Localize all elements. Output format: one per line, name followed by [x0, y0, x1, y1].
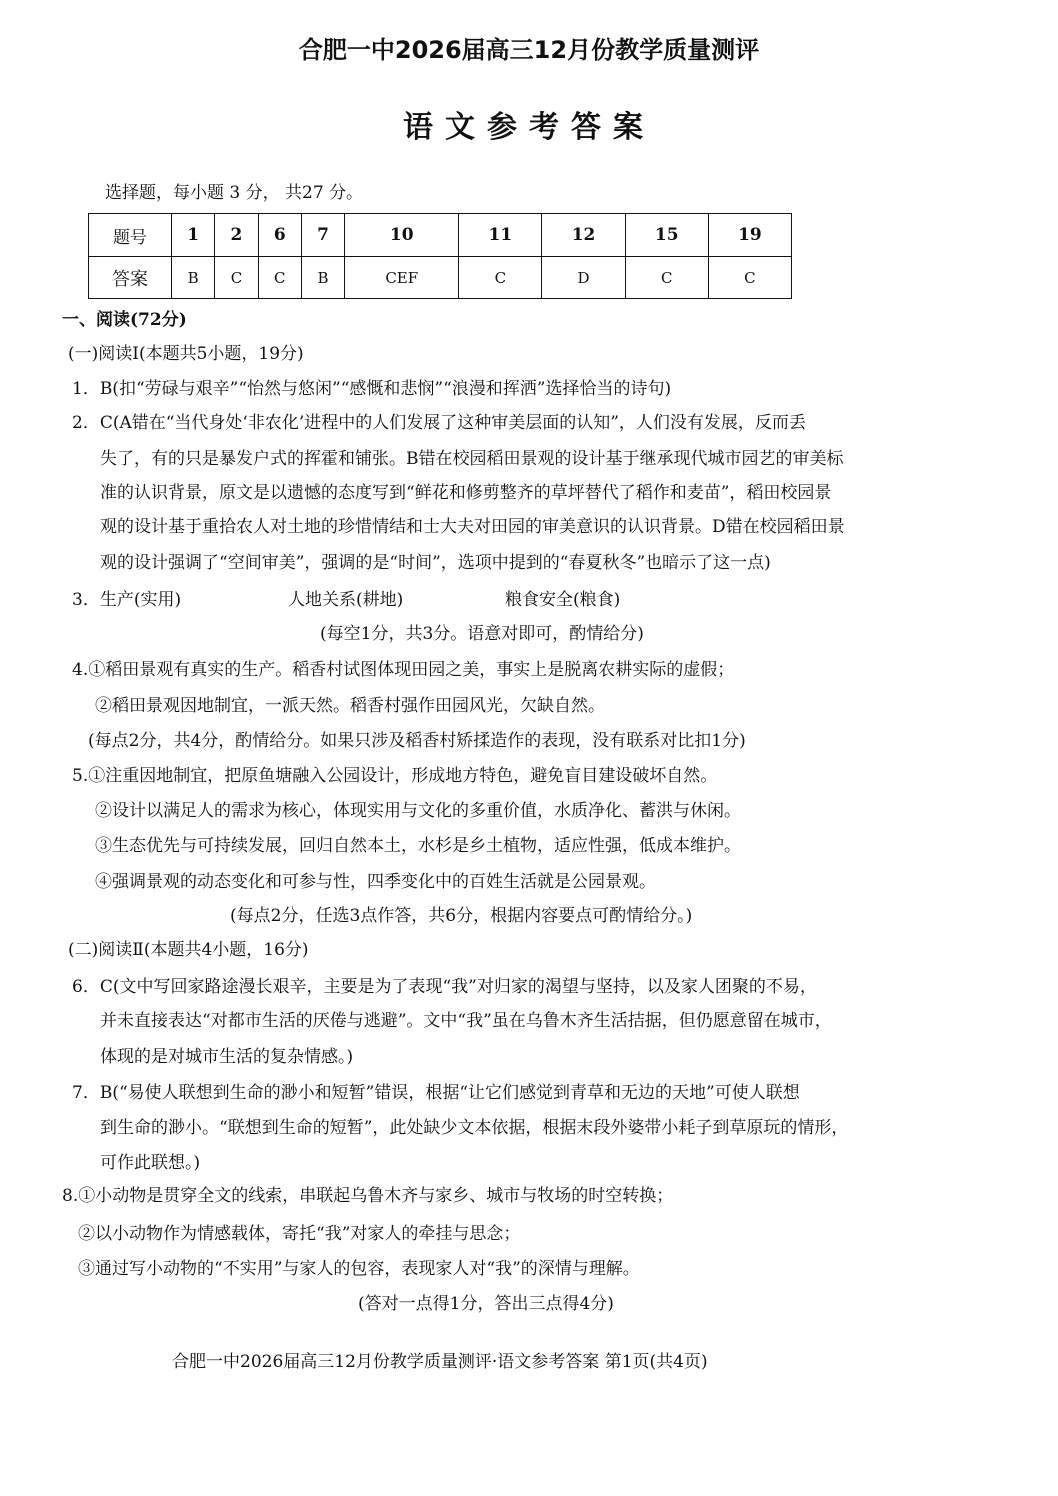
answer-q4-point: ②稻田景观因地制宜，一派天然。稻香村强作田园风光，欠缺自然。	[95, 696, 605, 716]
answer-q5-point: ③生态优先与可持续发展，回归自然本土，水杉是乡土植物，适应性强，低成本维护。	[95, 836, 741, 856]
answer-cell: CEF	[345, 257, 459, 299]
question-number: 15	[625, 214, 708, 257]
document-subtitle: 语文参考答案	[403, 110, 655, 145]
answer-q2-line: 观的设计基于重拾农人对土地的珍惜情结和士大夫对田园的审美意识的认识背景。D错在校园稻田景	[100, 517, 845, 537]
answer-q7-line: 可作此联想。)	[100, 1153, 201, 1173]
scoring-note: (每点2分，任选3点作答，共6分，根据内容要点可酌情给分。)	[230, 906, 693, 926]
answer-q6-line: 体现的是对城市生活的复杂情感。)	[100, 1047, 354, 1067]
table-row-answers	[89, 257, 792, 299]
scoring-note: (每空1分，共3分。语意对即可，酌情给分)	[320, 624, 644, 644]
row-label: 题号	[89, 214, 172, 257]
answer-cell: B	[301, 257, 344, 299]
answer-q2-line: 观的设计强调了“空间审美”，强调的是“时间”，选项中提到的“春夏秋冬”也暗示了这一点)	[100, 553, 771, 573]
answer-q3-item: 3．生产(实用)	[72, 590, 182, 610]
answer-q5-point: ②设计以满足人的需求为核心，体现实用与文化的多重价值，水质净化、蓄洪与休闲。	[95, 801, 741, 821]
question-number: 12	[542, 214, 625, 257]
question-number: 10	[345, 214, 459, 257]
section-heading: 一、阅读(72分)	[62, 310, 187, 330]
page-footer: 合肥一中2026届高三12月份教学质量测评·语文参考答案 第1页(共4页)	[172, 1352, 708, 1372]
question-number: 6	[258, 214, 301, 257]
answer-cell: C	[459, 257, 542, 299]
answer-cell: C	[708, 257, 791, 299]
part-heading: (二)阅读Ⅱ(本题共4小题，16分)	[68, 940, 309, 960]
part-heading: (一)阅读Ⅰ(本题共5小题，19分)	[68, 344, 304, 364]
answer-q2-line: 准的认识背景，原文是以遗憾的态度写到“鲜花和修剪整齐的草坪替代了稻作和麦苗”，稻田校园景	[100, 483, 832, 503]
scoring-note: (每点2分，共4分，酌情给分。如果只涉及稻香村矫揉造作的表现，没有联系对比扣1分)	[88, 731, 746, 751]
answer-q6: 6．C(文中写回家路途漫长艰辛，主要是为了表现“我”对归家的渴望与坚持，以及家人团聚的不易，	[72, 977, 817, 997]
answer-cell: D	[542, 257, 625, 299]
answer-q3-item: 粮食安全(粮食)	[505, 590, 621, 610]
answer-q7: 7．B(“易使人联想到生命的渺小和短暂”错误，根据“让它们感觉到青草和无边的天地”可使人联想	[72, 1083, 800, 1103]
row-label: 答案	[89, 257, 172, 299]
document-title: 合肥一中2026届高三12月份教学质量测评	[298, 36, 760, 64]
answer-q5-point: ④强调景观的动态变化和可参与性，四季变化中的百姓生活就是公园景观。	[95, 872, 656, 892]
answer-table	[88, 213, 792, 299]
question-number: 11	[459, 214, 542, 257]
choice-intro: 选择题，每小题 3 分， 共27 分。	[105, 183, 364, 203]
table-row-numbers	[89, 214, 792, 257]
question-number: 7	[301, 214, 344, 257]
answer-q8-point: ③通过写小动物的“不实用”与家人的包容，表现家人对“我”的深情与理解。	[78, 1259, 640, 1279]
answer-q8-point: ②以小动物作为情感载体，寄托“我”对家人的牵挂与思念；	[78, 1224, 521, 1244]
question-number: 2	[215, 214, 258, 257]
answer-cell: C	[625, 257, 708, 299]
scoring-note: (答对一点得1分，答出三点得4分)	[358, 1294, 614, 1314]
answer-cell: B	[172, 257, 215, 299]
answer-q2: 2．C(A错在“当代身处‘非农化’进程中的人们发展了这种审美层面的认知”，人们没有发展，反而丢	[72, 413, 806, 433]
answer-cell: C	[258, 257, 301, 299]
answer-q6-line: 并未直接表达“对都市生活的厌倦与逃避”。文中“我”虽在乌鲁木齐生活拮据，但仍愿意留在城市，	[100, 1011, 832, 1031]
question-number: 1	[172, 214, 215, 257]
answer-q4: 4.①稻田景观有真实的生产。稻香村试图体现田园之美，事实上是脱离农耕实际的虚假；	[72, 660, 735, 680]
question-number: 19	[708, 214, 791, 257]
answer-q7-line: 到生命的渺小。“联想到生命的短暂”，此处缺少文本依据，根据末段外婆带小耗子到草原玩的情形，	[100, 1118, 849, 1138]
answer-q1: 1．B(扣“劳碌与艰辛”“怡然与悠闲”“感慨和悲悯”“浪漫和挥洒”选择恰当的诗句)	[72, 379, 672, 399]
answer-cell: C	[215, 257, 258, 299]
answer-q5: 5.①注重因地制宜，把原鱼塘融入公园设计，形成地方特色，避免盲目建设破坏自然。	[72, 766, 718, 786]
answer-q3-item: 人地关系(耕地)	[288, 590, 404, 610]
answer-q8: 8.①小动物是贯穿全文的线索，串联起乌鲁木齐与家乡、城市与牧场的时空转换；	[62, 1186, 674, 1206]
answer-q2-line: 失了，有的只是暴发户式的挥霍和铺张。B错在校园稻田景观的设计基于继承现代城市园艺的审美标	[100, 449, 844, 469]
